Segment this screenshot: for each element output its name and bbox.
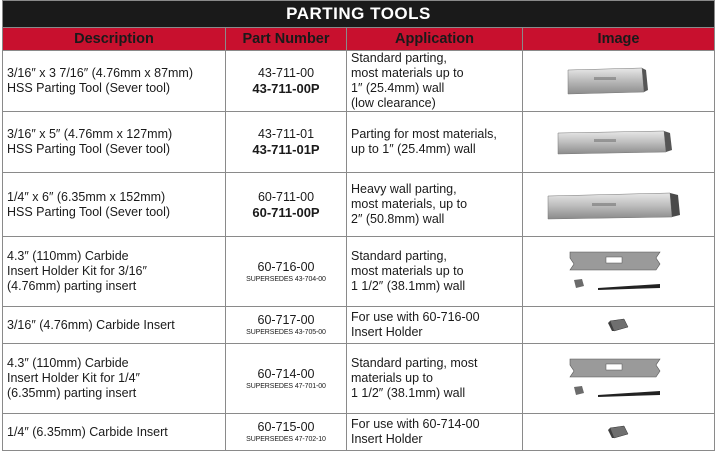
table-row [3,112,715,173]
part-number: 60-714-00 [257,366,315,381]
image-cell [523,112,715,173]
carbide-insert-image [604,420,634,444]
application-line: For use with 60-714-00 [351,417,480,431]
application-cell [347,307,523,344]
application-line: 1″ (25.4mm) wall [351,81,445,95]
part-number-alt: 60-711-00P [252,204,320,220]
description-line: 3/16″ x 3 7/16″ (4.76mm x 87mm) [7,66,194,80]
column-header-description: Description [3,28,226,51]
description-cell [3,237,226,307]
application-line: Standard parting, [351,51,447,65]
table-row [3,51,715,112]
part-number: 60-711-00 [257,189,315,204]
description-line: (4.76mm) parting insert [7,279,137,293]
insert-holder-kit-image [564,351,674,407]
application-line: Parting for most materials, [351,127,497,141]
table-row [3,173,715,237]
hss-blade-short-image [564,64,674,98]
part-number: 43-711-01 [257,127,315,141]
table-title: PARTING TOOLS [3,1,715,28]
description-line: 4.3″ (110mm) Carbide [7,249,129,263]
column-header-application: Application [347,28,523,51]
description-line: HSS Parting Tool (Sever tool) [7,81,171,95]
description-cell [3,344,226,414]
description-cell [3,307,226,344]
application-cell [347,112,523,173]
description-line: HSS Parting Tool (Sever tool) [7,142,171,156]
description-cell [3,112,226,173]
application-cell [347,173,523,237]
description-line: (6.35mm) parting insert [7,386,137,400]
supersedes-note: SUPERSEDES 43-705-00 [246,329,326,336]
image-cell [523,237,715,307]
part-number-cell [226,237,347,307]
table-row [3,344,715,414]
image-cell [523,414,715,451]
insert-holder-kit-image [564,244,674,300]
part-number-cell [226,414,347,451]
application-line: Standard parting, [351,249,447,263]
supersedes-note: SUPERSEDES 43-704-00 [246,275,326,283]
description-line: 1/4″ x 6″ (6.35mm x 152mm) [7,189,166,204]
application-line: 2″ (50.8mm) wall [351,212,445,226]
description-line: 4.3″ (110mm) Carbide [7,356,129,370]
part-number-cell [226,112,347,173]
table-header-row [3,28,715,51]
application-cell [347,237,523,307]
application-line: Heavy wall parting, [351,182,457,196]
part-number: 43-711-00 [257,66,315,80]
description-line: 3/16″ x 5″ (4.76mm x 127mm) [7,127,173,141]
column-header-part-number: Part Number [226,28,347,51]
image-cell [523,173,715,237]
application-line: most materials up to [351,66,464,80]
column-header-image: Image [523,28,715,51]
image-cell [523,51,715,112]
parting-tools-table [2,0,715,451]
part-number-alt: 43-711-01P [252,142,320,157]
part-number-cell [226,307,347,344]
part-number-alt: 43-711-00P [252,81,320,96]
application-line: For use with 60-716-00 [351,310,480,324]
part-number-cell [226,173,347,237]
hss-blade-medium-image [554,125,684,159]
part-number: 60-717-00 [257,313,315,327]
application-line: (low clearance) [351,96,436,110]
application-line: most materials, up to [351,197,468,211]
description-line: 3/16″ (4.76mm) Carbide Insert [7,317,175,332]
table-row [3,414,715,451]
supersedes-note: SUPERSEDES 47-702-10 [246,436,326,443]
description-cell [3,173,226,237]
application-line: most materials up to [351,264,464,278]
part-number-cell [226,51,347,112]
application-cell [347,414,523,451]
carbide-insert-image [604,313,634,337]
table-row [3,237,715,307]
application-line: Insert Holder [351,325,423,339]
image-cell [523,344,715,414]
description-cell [3,51,226,112]
application-cell [347,51,523,112]
hss-blade-long-image [544,187,694,223]
application-line: Standard parting, most [351,356,478,370]
application-line: Insert Holder [351,432,423,446]
table-title-row [3,1,715,28]
supersedes-note: SUPERSEDES 47-701-00 [246,382,326,390]
application-line: 1 1/2″ (38.1mm) wall [351,386,466,400]
part-number: 60-716-00 [257,259,315,274]
description-line: Insert Holder Kit for 3/16″ [7,264,147,278]
description-line: HSS Parting Tool (Sever tool) [7,204,171,219]
application-cell [347,344,523,414]
application-line: 1 1/2″ (38.1mm) wall [351,279,466,293]
application-line: materials up to [351,371,433,385]
application-line: up to 1″ (25.4mm) wall [351,142,476,156]
description-line: Insert Holder Kit for 1/4″ [7,371,140,385]
description-line: 1/4″ (6.35mm) Carbide Insert [7,424,168,439]
part-number-cell [226,344,347,414]
image-cell [523,307,715,344]
description-cell [3,414,226,451]
part-number: 60-715-00 [257,420,315,434]
table-row [3,307,715,344]
